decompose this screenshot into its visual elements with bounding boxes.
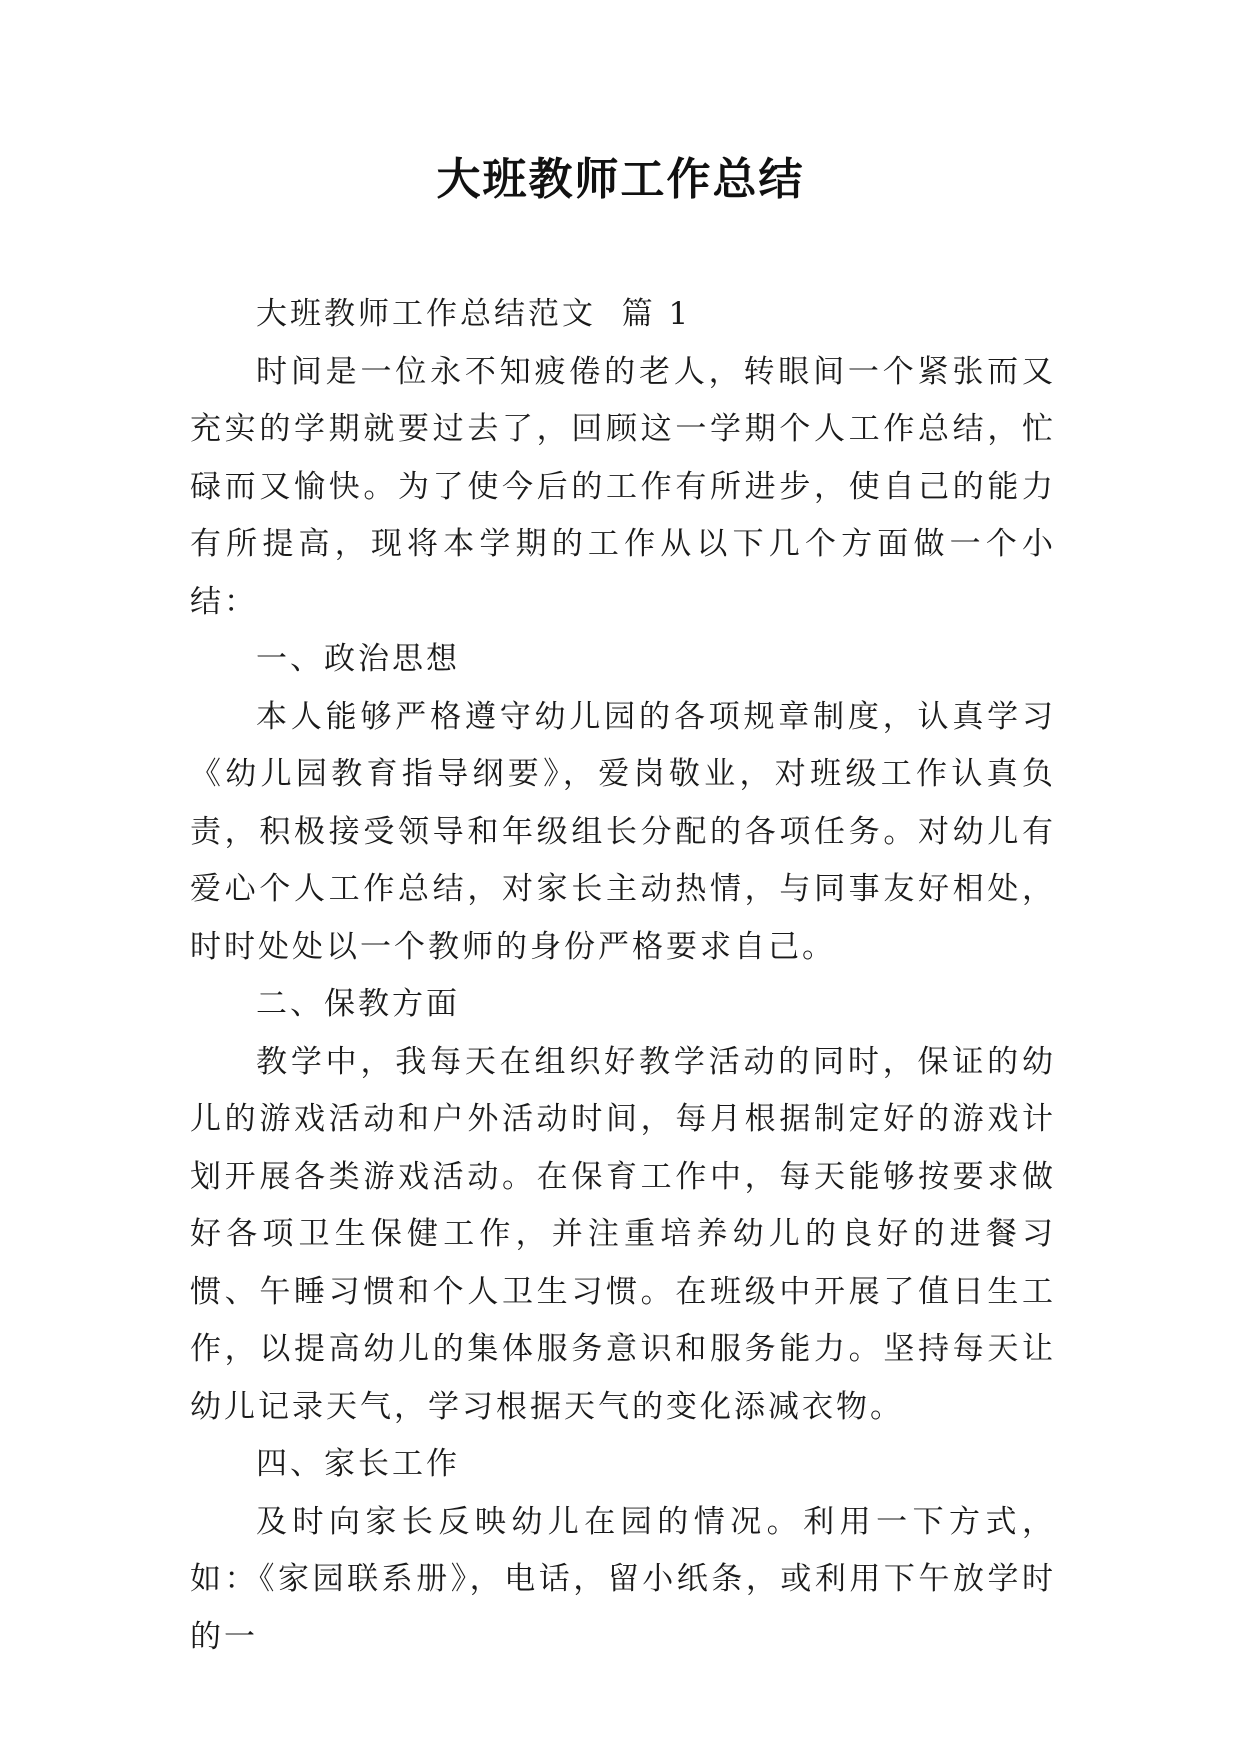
section-heading: 大班教师工作总结范文 篇 1 [256,296,692,332]
body-paragraph: 及时向家长反映幼儿在园的情况。利用一下方式，如：《家园联系册》，电话，留小纸条，或利用下午放学时的一 [190,1503,1056,1655]
section-heading: 四、家长工作 [256,1446,460,1482]
body-paragraph: 本人能够严格遵守幼儿园的各项规章制度，认真学习《幼儿园教育指导纲要》，爱岗敬业，对班级工作认真负责，积极接受领导和年级组长分配的各项任务。对幼儿有爱心个人工作总结，对家长主动热情，与同事友好相处，时时处处以一个教师的身份严格要求自己。 [190,698,1056,965]
document-body [190,286,1056,1666]
body-paragraph: 教学中，我每天在组织好教学活动的同时，保证的幼儿的游戏活动和户外活动时间，每月根据制定好的游戏计划开展各类游戏活动。在保育工作中，每天能够按要求做好各项卫生保健工作，并注重培养幼儿的良好的进餐习惯、午睡习惯和个人卫生习惯。在班级中开展了值日生工作，以提高幼儿的集体服务意识和服务能力。坚持每天让幼儿记录天气，学习根据天气的变化添减衣物。 [190,1043,1056,1425]
section-heading: 一、政治思想 [256,641,460,677]
document-title: 大班教师工作总结 [436,154,805,205]
section-heading: 二、保教方面 [256,986,460,1022]
body-paragraph: 时间是一位永不知疲倦的老人，转眼间一个紧张而又充实的学期就要过去了，回顾这一学期个人工作总结，忙碌而又愉快。为了使今后的工作有所进步，使自己的能力有所提高，现将本学期的工作从以下几个方面做一个小结： [190,353,1056,620]
